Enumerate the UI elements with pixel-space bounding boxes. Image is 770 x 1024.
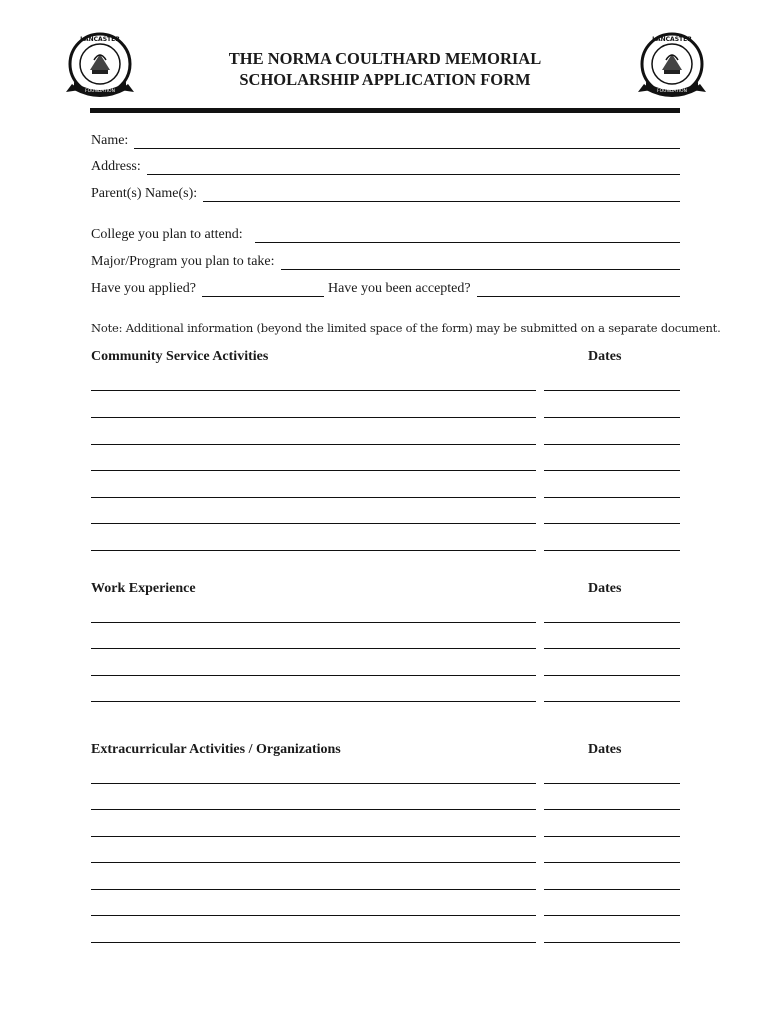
community-service-entry-line[interactable] bbox=[91, 470, 536, 471]
extracurricular-date-line[interactable] bbox=[544, 836, 680, 837]
community-service-entry-line[interactable] bbox=[91, 550, 536, 551]
accepted-input-line[interactable] bbox=[477, 284, 680, 297]
major-label: Major/Program you plan to take: bbox=[91, 254, 275, 269]
svg-text:LANCASTER: LANCASTER bbox=[652, 36, 692, 43]
community-service-entry-line[interactable] bbox=[91, 390, 536, 391]
extracurricular-date-line[interactable] bbox=[544, 783, 680, 784]
accepted-label: Have you been accepted? bbox=[327, 281, 471, 296]
extracurricular-entry-line[interactable] bbox=[91, 809, 536, 810]
extracurricular-date-line[interactable] bbox=[544, 915, 680, 916]
title-line-1: THE NORMA COULTHARD MEMORIAL bbox=[228, 49, 542, 68]
community-service-dates-heading: Dates bbox=[588, 349, 622, 364]
applied-accepted-row bbox=[91, 279, 680, 297]
work-experience-dates-heading: Dates bbox=[588, 581, 622, 596]
address-field[interactable] bbox=[91, 157, 680, 175]
extracurricular-heading: Extracurricular Activities / Organizations bbox=[91, 742, 341, 757]
svg-text:LANCASTER: LANCASTER bbox=[80, 36, 120, 43]
community-service-date-line[interactable] bbox=[544, 444, 680, 445]
parents-field[interactable] bbox=[91, 184, 680, 202]
extracurricular-entry-line[interactable] bbox=[91, 915, 536, 916]
svg-text:FOUNDATION: FOUNDATION bbox=[657, 89, 687, 94]
extracurricular-date-line[interactable] bbox=[544, 809, 680, 810]
work-experience-date-line[interactable] bbox=[544, 648, 680, 649]
work-experience-date-line[interactable] bbox=[544, 622, 680, 623]
foundation-seal-logo bbox=[64, 30, 136, 102]
community-service-heading: Community Service Activities bbox=[91, 349, 269, 364]
header-divider bbox=[90, 108, 680, 113]
extracurricular-date-line[interactable] bbox=[544, 889, 680, 890]
parents-label: Parent(s) Name(s): bbox=[91, 186, 198, 201]
name-input-line[interactable] bbox=[134, 136, 680, 149]
community-service-date-line[interactable] bbox=[544, 390, 680, 391]
college-field[interactable] bbox=[91, 225, 680, 243]
extracurricular-date-line[interactable] bbox=[544, 862, 680, 863]
community-service-entry-line[interactable] bbox=[91, 497, 536, 498]
form-note: Note: Additional information (beyond the limited space of the form) may be submitted on a separate document. bbox=[91, 321, 721, 335]
major-field[interactable] bbox=[91, 252, 680, 270]
extracurricular-entry-line[interactable] bbox=[91, 836, 536, 837]
extracurricular-date-line[interactable] bbox=[544, 942, 680, 943]
work-experience-entry-line[interactable] bbox=[91, 648, 536, 649]
name-field[interactable] bbox=[91, 131, 680, 149]
community-service-date-line[interactable] bbox=[544, 550, 680, 551]
work-experience-date-line[interactable] bbox=[544, 675, 680, 676]
work-experience-entry-line[interactable] bbox=[91, 622, 536, 623]
work-experience-heading: Work Experience bbox=[91, 581, 196, 596]
community-service-date-line[interactable] bbox=[544, 470, 680, 471]
extracurricular-entry-line[interactable] bbox=[91, 889, 536, 890]
applied-label: Have you applied? bbox=[91, 281, 196, 296]
foundation-seal-logo-right bbox=[636, 30, 708, 102]
work-experience-entry-line[interactable] bbox=[91, 675, 536, 676]
college-input-line[interactable] bbox=[255, 230, 680, 243]
college-label: College you plan to attend: bbox=[91, 227, 243, 242]
community-service-date-line[interactable] bbox=[544, 523, 680, 524]
work-experience-entry-line[interactable] bbox=[91, 701, 536, 702]
extracurricular-entry-line[interactable] bbox=[91, 783, 536, 784]
community-service-entry-line[interactable] bbox=[91, 444, 536, 445]
community-service-date-line[interactable] bbox=[544, 497, 680, 498]
major-input-line[interactable] bbox=[281, 257, 680, 270]
address-input-line[interactable] bbox=[147, 162, 680, 175]
address-label: Address: bbox=[91, 159, 141, 174]
applied-input-line[interactable] bbox=[202, 284, 324, 297]
extracurricular-entry-line[interactable] bbox=[91, 942, 536, 943]
extracurricular-dates-heading: Dates bbox=[588, 742, 622, 757]
name-label: Name: bbox=[91, 133, 129, 148]
extracurricular-entry-line[interactable] bbox=[91, 862, 536, 863]
title-line-2: SCHOLARSHIP APPLICATION FORM bbox=[239, 70, 531, 89]
community-service-date-line[interactable] bbox=[544, 417, 680, 418]
work-experience-date-line[interactable] bbox=[544, 701, 680, 702]
community-service-entry-line[interactable] bbox=[91, 523, 536, 524]
form-title bbox=[170, 48, 600, 90]
svg-text:FOUNDATION: FOUNDATION bbox=[85, 89, 115, 94]
community-service-entry-line[interactable] bbox=[91, 417, 536, 418]
parents-input-line[interactable] bbox=[203, 189, 680, 202]
